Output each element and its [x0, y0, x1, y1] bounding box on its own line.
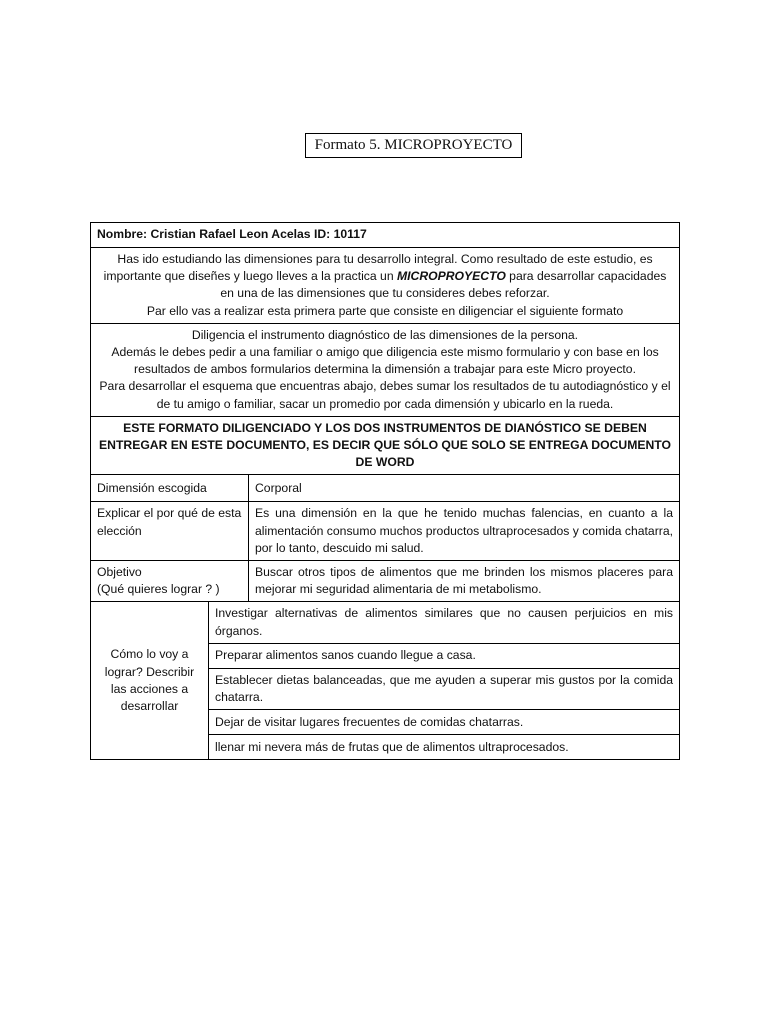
intro-text-before: Has ido estudiando las dimensiones para tu desarrollo integral. Como resultado de este estudio, es importante que diseñes y luego lleves a la practica un — [103, 252, 653, 284]
dimension-label: Dimensión escogida — [91, 475, 249, 501]
actions-list — [209, 602, 679, 759]
intro-emphasis: MICROPROYECTO — [397, 269, 506, 284]
intro-line2: Par ello vas a realizar esta primera parte que consiste en diligenciar el siguiente formato — [146, 303, 624, 318]
reason-value: Es una dimensión en la que he tenido muchas falencias, en cuanto a la alimentación consumo muchos productos ultraprocesados y comida chatarra, por lo tanto, descuido mi salud. — [255, 506, 673, 555]
instructions-line3: Para desarrollar el esquema que encuentras abajo, debes sumar los resultados de tu autodiagnóstico y el de tu amigo o familiar, sacar un promedio por cada dimensión y ubicarlo en la rueda. — [99, 379, 671, 411]
action-item: llenar mi nevera más de frutas que de alimentos ultraprocesados. — [209, 734, 679, 759]
action-item: Preparar alimentos sanos cuando llegue a casa. — [209, 643, 679, 668]
action-item: Investigar alternativas de alimentos similares que no causen perjuicios en mis órganos. — [215, 606, 673, 638]
intro-text-after: para desarrollar capacidades en una de las dimensiones que tu consideres debes reforzar. — [220, 269, 667, 301]
dimension-value: Corporal — [255, 480, 302, 495]
objective-label-line1: Objetivo — [97, 565, 142, 580]
instructions-line1: Diligencia el instrumento diagnóstico de las dimensiones de la persona. — [191, 327, 579, 342]
objective-row — [91, 560, 679, 601]
action-item: Establecer dietas balanceadas, que me ayuden a superar mis gustos por la comida chatarra. — [209, 668, 679, 709]
dimension-row — [91, 474, 679, 501]
instructions-line2: Además le debes pedir a una familiar o amigo que diligencia este mismo formulario y con base en los resultados de ambos formularios determina la dimensión a trabajar para este Micro proyecto. — [111, 345, 659, 377]
objective-label-line2: (Qué quieres lograr ? ) — [97, 582, 220, 597]
intro-cell — [91, 247, 679, 323]
reason-label: Explicar el por qué de esta elección — [91, 502, 249, 560]
instructions-cell — [91, 323, 679, 416]
actions-label: Cómo lo voy a lograr? Describir las acciones a desarrollar — [91, 602, 209, 759]
microproject-form — [90, 222, 680, 760]
actions-row — [91, 601, 679, 759]
objective-value: Buscar otros tipos de alimentos que me brinden los mismos placeres para mejorar mi seguridad alimentaria de mi metabolismo. — [255, 565, 673, 597]
name-row: Nombre: Cristian Rafael Leon Acelas ID: 10117 — [97, 227, 367, 242]
reason-row — [91, 501, 679, 560]
objective-label — [91, 561, 249, 601]
document-title: Formato 5. MICROPROYECTO — [305, 133, 522, 158]
notice-cell: ESTE FORMATO DILIGENCIADO Y LOS DOS INSTRUMENTOS DE DIANÓSTICO SE DEBEN ENTREGAR EN ESTE DOCUMENTO, ES DECIR QUE SÓLO QUE SOLO SE ENTREGA DOCUMENTO DE WORD — [91, 416, 679, 475]
action-item: Dejar de visitar lugares frecuentes de comidas chatarras. — [209, 709, 679, 734]
